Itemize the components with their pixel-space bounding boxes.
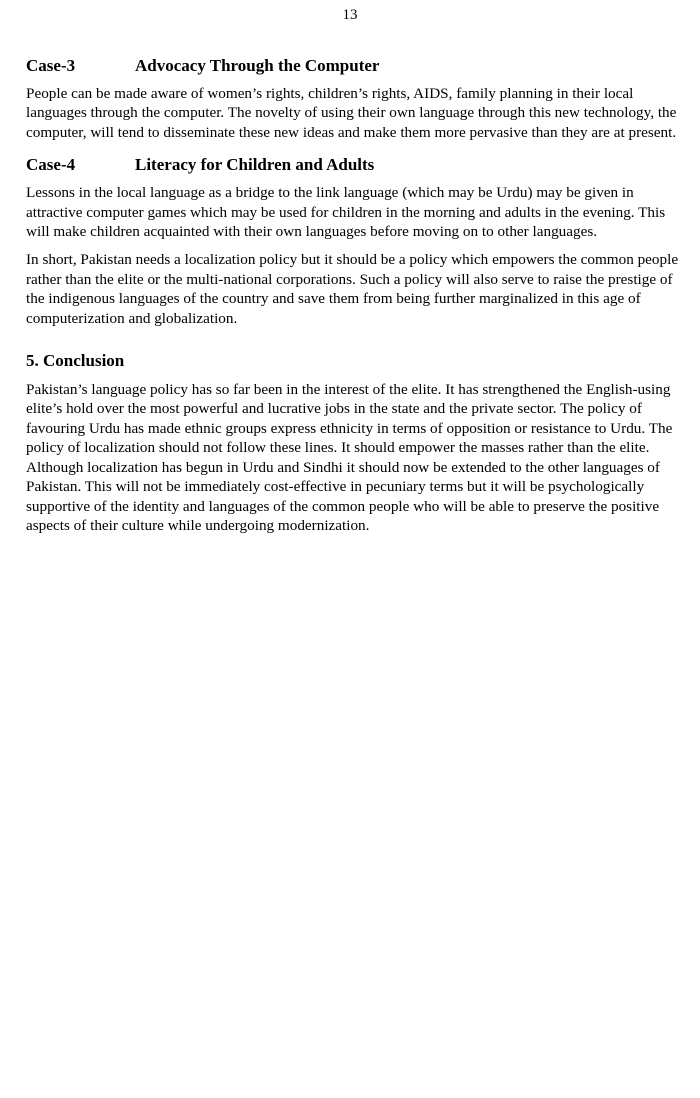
case-4-title: Literacy for Children and Adults: [135, 155, 375, 175]
case-4-heading: [26, 155, 686, 175]
case-4-label: Case-4: [26, 155, 76, 175]
case-3-label: Case-3: [26, 56, 76, 75]
case-4-paragraph-2: In short, Pakistan needs a localization policy but it should be a policy which empowers the common people rather than the elite or the multi-national corporations. Such a policy will also serve to raise the prestige of the indigenous languages of the country and save them from being further marginalized in this age of computerization and globalization.: [26, 251, 679, 327]
case-3-paragraph: People can be made aware of women’s rights, children’s rights, AIDS, family planning in their local languages through the computer. The novelty of using their own language through this new technology, the computer, will tend to disseminate these new ideas and make them more pervasive than they are at present.: [26, 85, 677, 141]
spacer: [26, 142, 686, 155]
case-4-paragraph-1: Lessons in the local language as a bridge to the link language (which may be Urdu) may be given in attractive computer games which may be used for children in the morning and adults in the evening. This will make children acquainted with their own languages before moving on to other languages.: [26, 184, 666, 241]
conclusion-heading: 5. Conclusion: [26, 351, 125, 371]
conclusion-paragraph: Pakistan’s language policy has so far been in the interest of the elite. It has strengthened the English-using elite’s hold over the most powerful and lucrative jobs in the state and the private sector. The policy of favouring Urdu has made ethnic groups express ethnicity in terms of opposition or resistance to Urdu. The policy of localization should not follow these lines. It should empower the masses rather than the elite. Although localization has begun in Urdu and Sindhi it should now be extended to the other languages of Pakistan. This will not be immediately cost-effective in pecuniary terms but it will be psychologically supportive of the identity and languages of the common people who will be able to preserve the positive aspects of their culture while undergoing modernization.: [26, 381, 673, 534]
page-number: 13: [342, 7, 358, 23]
case-3-heading: [26, 56, 686, 76]
spacer: [26, 241, 686, 250]
case-3-title: Advocacy Through the Computer: [135, 56, 380, 75]
document-body: [26, 56, 686, 535]
spacer: [26, 328, 686, 351]
